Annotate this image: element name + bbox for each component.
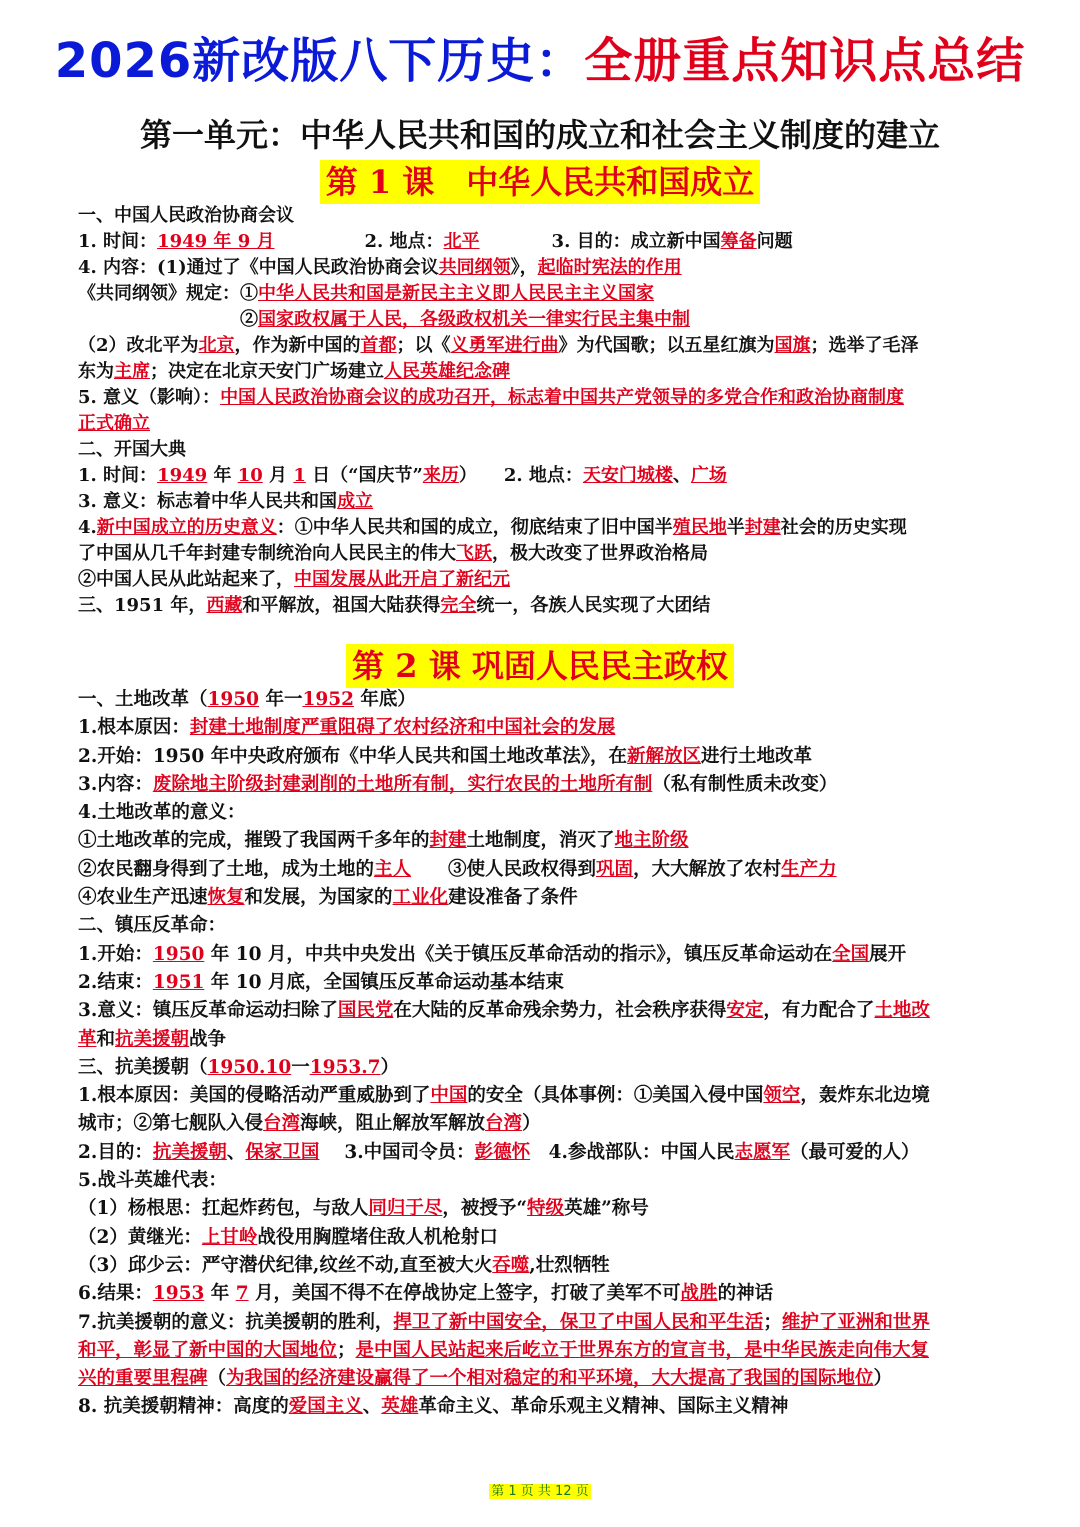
text-segment: 海峡，阻止解放军解放 — [300, 1113, 486, 1135]
key-point-text: 来历 — [422, 465, 459, 486]
key-point-text: 1949 — [157, 465, 208, 486]
lesson1-title: 第 1 课 中华人民共和国成立 — [320, 160, 761, 204]
text-line — [78, 411, 1010, 437]
key-point-text: 废除地主阶级封建剥削的土地所有制，实行农民的土地所有制 — [152, 773, 653, 795]
text-segment: ①土地改革的完成，摧毁了我国两千多年的 — [78, 830, 430, 852]
key-point-text: 捍卫了新中国安全，保卫了中国人民和平生活 — [393, 1311, 764, 1333]
key-point-text: 人民英雄纪念碑 — [384, 361, 510, 382]
page-footer — [0, 1480, 1080, 1499]
text-segment: 年底） — [353, 689, 416, 710]
key-point-text: 中华人民共和国是新民主主义即人民民主主义国家 — [258, 283, 654, 304]
key-point-text: 广场 — [690, 465, 727, 486]
text-segment: 一、土地改革（ — [78, 689, 208, 710]
text-segment: ：①中华人民共和国的成立，彻底结束了旧中国半 — [276, 517, 673, 538]
key-point-text: 同归于尽 — [368, 1198, 443, 1220]
lesson2-body — [78, 686, 1010, 1422]
main-title — [0, 30, 1080, 92]
text-segment: 、 — [362, 1396, 382, 1418]
text-segment: 三、1951 年， — [78, 595, 207, 616]
text-line — [78, 1195, 1010, 1223]
text-line — [78, 799, 1010, 827]
text-line — [78, 1365, 1010, 1393]
text-segment: 1.根本原因：美国的侵略活动严重威胁到了 — [78, 1085, 431, 1107]
key-point-text: 英雄 — [381, 1396, 419, 1418]
key-point-text: 中国发展从此开启了新纪元 — [294, 569, 510, 590]
text-segment: 2.开始：1950 年中央政府颁布《中华人民共和国土地改革法》，在 — [78, 745, 627, 767]
text-segment: 3.内容： — [78, 773, 153, 795]
key-point-text: 西藏 — [206, 595, 243, 616]
text-line — [78, 1280, 1010, 1308]
text-line — [78, 1110, 1010, 1138]
text-segment: 7.抗美援朝的意义：抗美援朝的胜利， — [78, 1311, 394, 1333]
text-segment: 年 — [204, 1283, 236, 1305]
text-line — [78, 541, 1010, 567]
key-point-text: 和平，彰显了新中国的大国地位 — [78, 1339, 338, 1361]
text-line — [78, 437, 1010, 463]
text-line — [78, 463, 1010, 489]
text-segment: 、 — [672, 465, 691, 486]
key-point-text: 共同纲领 — [438, 257, 511, 278]
text-line — [78, 912, 1010, 940]
text-line — [78, 515, 1010, 541]
key-point-text: 1 — [293, 465, 306, 486]
text-line — [78, 229, 1010, 255]
text-segment: 5. 意义（影响）： — [78, 387, 221, 408]
key-point-text: 国家政权属于人民，各级政权机关一律实行民主集中制 — [258, 309, 690, 330]
key-point-text: 北京 — [198, 335, 235, 356]
text-line — [78, 203, 1010, 229]
text-segment: 4.土地改革的意义： — [78, 802, 246, 824]
text-line — [78, 359, 1010, 385]
key-point-text: 主人 — [374, 858, 412, 880]
key-point-text: 抗美援朝 — [152, 1141, 227, 1163]
key-point-text: 安定 — [726, 1000, 764, 1022]
key-point-text: 巩固 — [596, 858, 634, 880]
text-segment: 和发展，为国家的 — [244, 887, 393, 909]
unit-title: 第一单元：中华人民共和国的成立和社会主义制度的建立 — [139, 116, 940, 154]
text-segment: 1. 时间： — [78, 231, 158, 252]
text-segment: 二、开国大典 — [78, 439, 186, 460]
text-line — [78, 686, 1010, 714]
text-segment: 城市；②第七舰队入侵 — [78, 1113, 264, 1135]
text-segment: ，极大改变了世界政治格局 — [492, 543, 708, 564]
key-point-text: 7 — [235, 1283, 249, 1305]
lesson1-heading — [0, 160, 1080, 204]
text-segment: 统一，各族人民实现了大团结 — [476, 595, 711, 616]
text-segment: 5.战斗英雄代表： — [78, 1170, 227, 1192]
key-point-text: 1950 — [152, 943, 205, 965]
key-point-text: 中国 — [430, 1085, 468, 1107]
text-line — [78, 333, 1010, 359]
key-point-text: 成立 — [337, 491, 374, 512]
main-title-part1: 2026新改版八下历史： — [54, 33, 585, 89]
text-line — [78, 593, 1010, 619]
text-segment: 月，美国不得不在停战协定上签字，打破了美军不可 — [248, 1283, 681, 1305]
text-segment: 1. 时间： — [78, 465, 158, 486]
text-line — [78, 1224, 1010, 1252]
key-point-text: 国民党 — [337, 1000, 394, 1022]
text-segment: 土地制度，消灭了 — [466, 830, 615, 852]
text-segment: （ — [207, 1368, 227, 1390]
text-segment: ；决定在北京天安门广场建立 — [150, 361, 384, 382]
key-point-text: 北平 — [443, 231, 480, 252]
key-point-text: 台湾 — [485, 1113, 523, 1135]
lesson2-heading — [0, 644, 1080, 688]
text-segment: 的神话 — [717, 1283, 774, 1305]
text-segment: 问题 — [756, 231, 793, 252]
key-point-text: 封建 — [429, 830, 467, 852]
text-line — [78, 941, 1010, 969]
text-line — [78, 1139, 1010, 1167]
text-segment: 年 10 月，中共中央发出《关于镇压反革命活动的指示》，镇压反革命运动在 — [204, 943, 833, 965]
text-segment: ，轰炸东北边境 — [800, 1085, 930, 1107]
text-segment: 2. 地点： — [274, 231, 444, 252]
key-point-text: 1950.10 — [207, 1056, 292, 1078]
text-line — [78, 1082, 1010, 1110]
text-segment: ②中国人民从此站起来了， — [78, 569, 294, 590]
text-segment: ；以《 — [396, 335, 451, 356]
key-point-text: 领空 — [763, 1085, 801, 1107]
text-segment: （2）改北平为 — [78, 335, 199, 356]
text-segment: 进行土地改革 — [701, 745, 813, 767]
key-point-text: 维护了亚洲和世界 — [781, 1311, 930, 1333]
text-segment: 2.结束： — [78, 971, 153, 993]
key-point-text: 恢复 — [207, 887, 245, 909]
text-segment: ； — [337, 1339, 356, 1361]
text-segment: 英雄”称号 — [564, 1198, 649, 1220]
text-segment: 3. 目的：成立新中国 — [479, 231, 721, 252]
text-segment: 了中国从几千年封建专制统治向人民民主的伟大 — [78, 543, 456, 564]
text-segment: （1）杨根思：扛起炸药包，与敌人 — [78, 1198, 369, 1220]
text-segment: ③使人民政权得到 — [411, 858, 597, 880]
text-segment: 社会的历史实现 — [780, 517, 907, 538]
key-point-text: 1950 — [207, 689, 260, 710]
key-point-text: 1951 — [152, 971, 205, 993]
key-point-text: 生产力 — [781, 858, 837, 880]
text-line — [78, 1393, 1010, 1421]
text-segment: ④农业生产迅速 — [78, 887, 208, 909]
page-number: 第 1 页 共 12 页 — [491, 1484, 589, 1499]
text-segment: 4.参战部队：中国人民 — [530, 1141, 735, 1163]
text-line — [78, 385, 1010, 411]
text-segment: 》为代国歌；以五星红旗为 — [558, 335, 775, 356]
text-segment: 3.中国司令员： — [319, 1141, 475, 1163]
text-segment: 一 — [291, 1056, 310, 1078]
text-line — [78, 1337, 1010, 1365]
key-point-text: 为我国的经济建设赢得了一个相对稳定的和平环境，大大提高了我国的国际地位 — [226, 1368, 874, 1390]
key-point-text: 起临时宪法的作用 — [537, 257, 682, 278]
text-segment: 战争 — [189, 1028, 227, 1050]
key-point-text: 1953 — [152, 1283, 205, 1305]
text-line — [78, 1054, 1010, 1082]
text-segment: （最可爱的人） — [790, 1141, 920, 1163]
text-line — [78, 1309, 1010, 1337]
key-point-text: 主席 — [114, 361, 150, 382]
text-segment: ； — [763, 1311, 782, 1333]
text-segment: 3. 意义：标志着中华人民共和国 — [78, 491, 338, 512]
key-point-text: 工业化 — [392, 887, 449, 909]
key-point-text: 抗美援朝 — [115, 1028, 190, 1050]
text-line — [78, 856, 1010, 884]
key-point-text: 10 — [237, 465, 263, 486]
key-point-text: 新中国成立的历史意义 — [96, 517, 277, 538]
text-segment: 东为 — [78, 361, 114, 382]
key-point-text: 封建土地制度严重阻碍了农村经济和中国社会的发展 — [189, 717, 616, 739]
text-line — [78, 489, 1010, 515]
key-point-text: 上甘岭 — [201, 1226, 258, 1248]
text-segment: ） 2. 地点： — [458, 465, 583, 486]
text-segment: 》， — [510, 257, 538, 278]
key-point-text: 兴的重要里程碑 — [78, 1368, 208, 1390]
text-segment: 和平解放，祖国大陆获得 — [242, 595, 441, 616]
text-segment: 6.结果： — [78, 1283, 153, 1305]
text-segment: 3.意义：镇压反革命运动扫除了 — [78, 1000, 338, 1022]
text-segment: ,壮烈牺牲 — [529, 1254, 610, 1276]
text-line — [78, 307, 1010, 333]
text-segment: ，大大解放了农村 — [633, 858, 782, 880]
text-segment: 、 — [226, 1141, 246, 1163]
text-segment: 和 — [96, 1028, 116, 1050]
text-segment: 在大陆的反革命残余势力，社会秩序获得 — [393, 1000, 727, 1022]
key-point-text: 全国 — [832, 943, 870, 965]
key-point-text: 筹备 — [720, 231, 757, 252]
text-line — [78, 827, 1010, 855]
text-line — [78, 884, 1010, 912]
key-point-text: 义勇军进行曲 — [450, 335, 559, 356]
text-segment: 建设准备了条件 — [448, 887, 578, 909]
text-segment: 年 10 月底，全国镇压反革命运动基本结束 — [204, 971, 564, 993]
text-segment: 1.开始： — [78, 943, 153, 965]
text-segment: 年一 — [259, 689, 303, 710]
text-segment: 日（“国庆节” — [305, 465, 423, 486]
text-line — [78, 743, 1010, 771]
text-line — [78, 771, 1010, 799]
text-segment: 三、抗美援朝（ — [78, 1056, 208, 1078]
text-segment: ；选举了毛泽 — [810, 335, 919, 356]
text-segment: 月 — [262, 465, 294, 486]
text-segment: （2）黄继光： — [78, 1226, 202, 1248]
text-segment: 4. — [78, 517, 97, 538]
text-line — [78, 1252, 1010, 1280]
key-point-text: 战胜 — [680, 1283, 718, 1305]
key-point-text: 正式确立 — [78, 413, 150, 434]
text-segment: 2.目的： — [78, 1141, 153, 1163]
text-line — [78, 714, 1010, 742]
text-segment: ） — [380, 1056, 400, 1078]
text-segment: 战役用胸膛堵住敌人机枪射口 — [257, 1226, 498, 1248]
text-segment: 1.根本原因： — [78, 717, 190, 739]
text-segment: 的安全（具体事例：①美国入侵中国 — [467, 1085, 764, 1107]
text-segment: 展开 — [869, 943, 907, 965]
lesson1-body — [78, 203, 1010, 619]
text-segment: 8. 抗美援朝精神：高度的 — [78, 1396, 289, 1418]
key-point-text: 彭德怀 — [474, 1141, 531, 1163]
text-line — [78, 997, 1010, 1025]
key-point-text: 1953.7 — [309, 1056, 381, 1078]
key-point-text: 台湾 — [263, 1113, 301, 1135]
text-line — [78, 1026, 1010, 1054]
key-point-text: 完全 — [440, 595, 477, 616]
text-line — [78, 969, 1010, 997]
key-point-text: 保家卫国 — [245, 1141, 320, 1163]
key-point-text: 封建 — [744, 517, 781, 538]
text-line — [78, 567, 1010, 593]
text-segment: 《共同纲领》规定：① — [78, 283, 258, 304]
key-point-text: 地主阶级 — [614, 830, 689, 852]
key-point-text: 是中国人民站起来后屹立于世界东方的宣言书，是中华民族走向伟大复 — [355, 1339, 930, 1361]
text-segment: ② — [78, 309, 258, 330]
text-segment: ，被授予“ — [442, 1198, 528, 1220]
key-point-text: 中国人民政治协商会议的成功召开，标志着中国共产党领导的多党合作和政治协商制度 — [220, 387, 905, 408]
text-segment: ，有力配合了 — [763, 1000, 875, 1022]
text-segment: 二、镇压反革命： — [78, 915, 227, 937]
text-line — [78, 1167, 1010, 1195]
lesson2-title: 第 2 课 巩固人民民主政权 — [346, 644, 734, 688]
text-line — [78, 281, 1010, 307]
text-segment: 4. 内容：(1)通过了《中国人民政治协商会议 — [78, 257, 439, 278]
key-point-text: 志愿军 — [734, 1141, 790, 1163]
key-point-text: 吞噬 — [492, 1254, 530, 1276]
text-segment: 革命主义、革命乐观主义精神、国际主义精神 — [418, 1396, 789, 1418]
text-segment: ②农民翻身得到了土地，成为土地的 — [78, 858, 375, 880]
key-point-text: 国旗 — [774, 335, 811, 356]
text-segment: ） — [873, 1368, 893, 1390]
key-point-text: 爱国主义 — [288, 1396, 363, 1418]
key-point-text: 土地改 — [874, 1000, 930, 1022]
key-point-text: 1949 年 9 月 — [157, 231, 275, 252]
key-point-text: 革 — [78, 1028, 97, 1050]
key-point-text: 特级 — [527, 1198, 565, 1220]
key-point-text: 飞跃 — [456, 543, 492, 564]
key-point-text: 1952 — [302, 689, 354, 710]
text-segment: ） — [522, 1113, 541, 1135]
key-point-text: 新解放区 — [627, 745, 702, 767]
main-title-part2: 全册重点知识点总结 — [584, 33, 1026, 89]
key-point-text: 殖民地 — [672, 517, 727, 538]
key-point-text: 首都 — [360, 335, 397, 356]
text-segment: ，作为新中国的 — [234, 335, 361, 356]
key-point-text: 天安门城楼 — [582, 465, 673, 486]
text-segment: 一、中国人民政治协商会议 — [78, 205, 294, 226]
text-segment: 年 — [207, 465, 238, 486]
text-segment: 半 — [726, 517, 745, 538]
text-line — [78, 255, 1010, 281]
text-segment: （私有制性质未改变） — [652, 773, 838, 795]
text-segment: （3）邱少云：严守潜伏纪律,纹丝不动,直至被大火 — [78, 1254, 493, 1276]
